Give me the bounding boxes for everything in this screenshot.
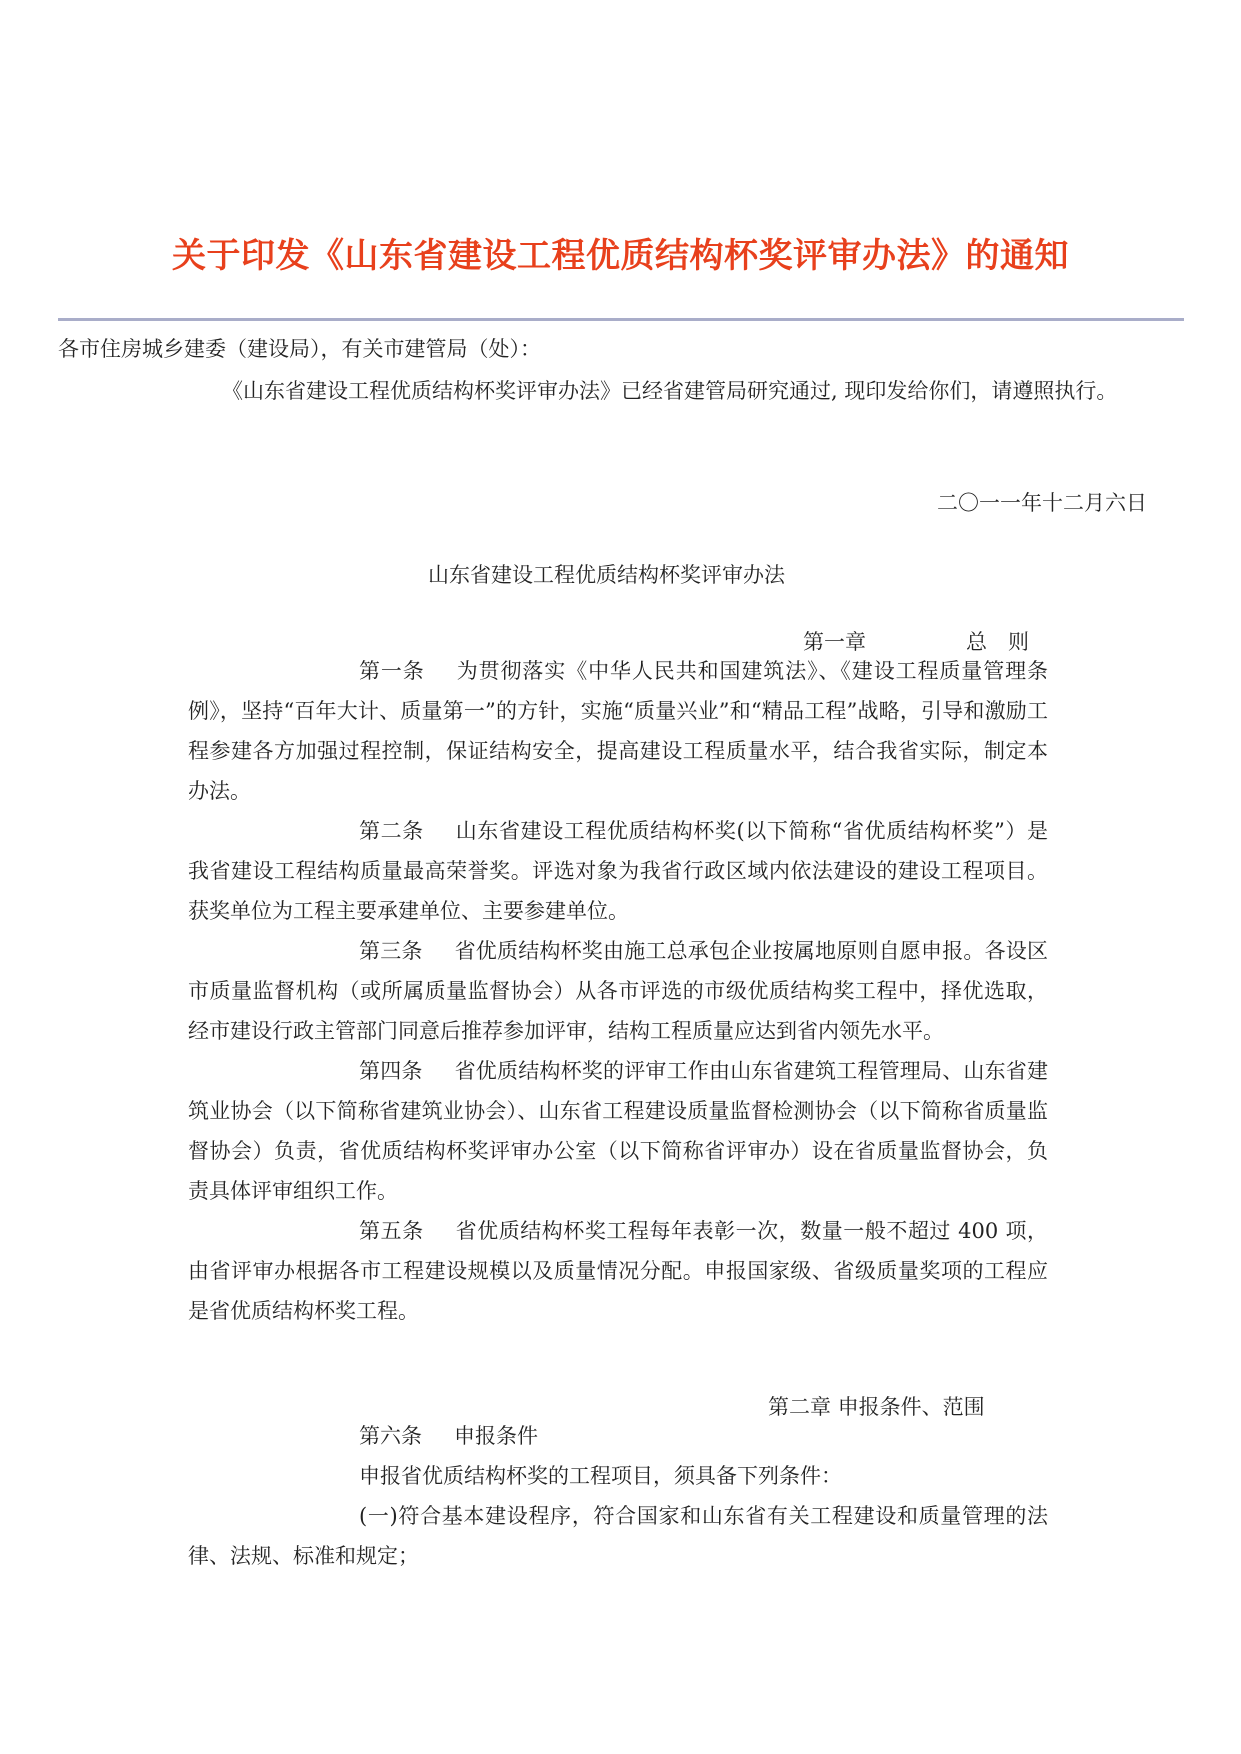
notice-title: 关于印发《山东省建设工程优质结构杯奖评审办法》的通知: [172, 236, 1069, 276]
article-2: [188, 811, 1048, 931]
chapter-2-name: 申报条件、范围: [837, 1395, 985, 1419]
notice-date: 二〇一一年十二月六日: [937, 491, 1147, 515]
document-title: 山东省建设工程优质结构杯奖评审办法: [428, 563, 785, 587]
notice-intro: 《山东省建设工程优质结构杯奖评审办法》已经省建管局研究通过, 现印发给你们，请遵照执行。: [222, 379, 1118, 403]
article-3-label: 第三条: [359, 939, 423, 963]
condition-1: (一)符合基本建设程序，符合国家和山东省有关工程建设和质量管理的法律、法规、标准和规定；: [188, 1504, 1048, 1568]
article-6: [188, 1416, 1048, 1456]
article-6-text: 申报条件: [454, 1424, 538, 1448]
chapter-1-body: [188, 651, 1048, 1331]
article-1-text: 为贯彻落实《中华人民共和国建筑法》、《建设工程质量管理条例》，坚持“百年大计、质量第一”的方针，实施“质量兴业”和“精品工程”战略，引导和激励工程参建各方加强过程控制，保证结构安全，提高建设工程质量水平，结合我省实际，制定本办法。: [188, 659, 1049, 803]
article-2-label: 第二条: [359, 819, 424, 843]
chapter-1-name: 总 则: [966, 630, 1029, 654]
article-4-label: 第四条: [359, 1059, 423, 1083]
addressee: 各市住房城乡建委（建设局），有关市建管局（处）：: [58, 337, 541, 361]
article-4-text: 省优质结构杯奖的评审工作由山东省建筑工程管理局、山东省建筑业协会（以下简称省建筑业协会）、山东省工程建设质量监督检测协会（以下简称省质量监督协会）负责，省优质结构杯奖评审办公室（以下简称省评审办）设在省质量监督协会，负责具体评审组织工作。: [188, 1059, 1049, 1203]
title-divider: [58, 318, 1184, 321]
chapter-2-label: 第二章: [768, 1395, 831, 1419]
conditions-intro: 申报省优质结构杯奖的工程项目，须具备下列条件：: [359, 1464, 842, 1488]
article-1-label: 第一条: [359, 659, 425, 683]
article-5-text: 省优质结构杯奖工程每年表彰一次，数量一般不超过 400 项，由省评审办根据各市工程建设规模以及质量情况分配。申报国家级、省级质量奖项的工程应是省优质结构杯奖工程。: [188, 1219, 1049, 1323]
article-4: [188, 1051, 1048, 1211]
chapter-2-body: [188, 1416, 1048, 1576]
article-5: [188, 1211, 1048, 1331]
article-3-text: 省优质结构杯奖由施工总承包企业按属地原则自愿申报。各设区市质量监督机构（或所属质量监督协会）从各市评选的市级优质结构奖工程中，择优选取，经市建设行政主管部门同意后推荐参加评审，结构工程质量应达到省内领先水平。: [188, 939, 1049, 1043]
article-3: [188, 931, 1048, 1051]
article-6-label: 第六条: [359, 1424, 422, 1448]
chapter-1-label: 第一章: [803, 630, 866, 654]
article-1: [188, 651, 1048, 811]
article-2-text: 山东省建设工程优质结构杯奖(以下简称“省优质结构杯奖”）是我省建设工程结构质量最高荣誉奖。评选对象为我省行政区域内依法建设的建设工程项目。获奖单位为工程主要承建单位、主要参建单位。: [188, 819, 1048, 923]
article-5-label: 第五条: [359, 1219, 424, 1243]
